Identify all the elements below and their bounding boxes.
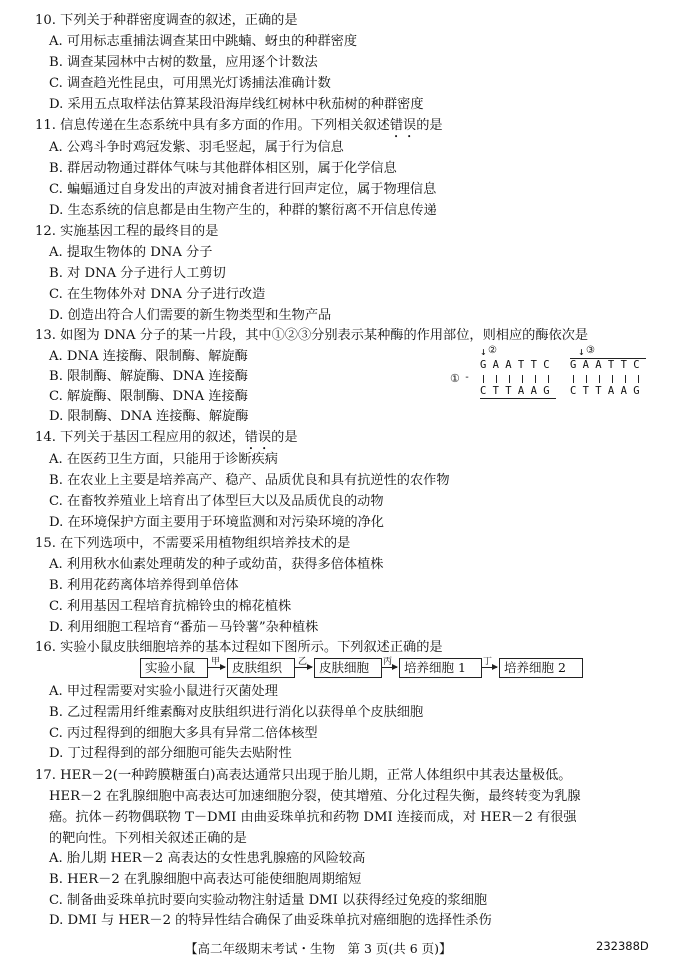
left-top-strand: G A A T T C	[480, 359, 550, 371]
footer-code: 232388D	[596, 939, 649, 953]
flow-arrow-2-label: 乙	[298, 657, 308, 667]
flow-arrow-2	[294, 667, 312, 668]
flow-arrow-3-label: 丙	[383, 657, 393, 667]
q15-option-b: B. 利用花药离体培养得到单倍体	[49, 578, 239, 593]
bond-tick	[612, 375, 613, 383]
site-1-dash: -	[464, 372, 471, 383]
q15-option-a: A. 利用秋水仙素处理萌发的种子或幼苗，获得多倍体植株	[49, 557, 384, 572]
bond-tick	[573, 375, 574, 383]
bond-tick	[483, 375, 484, 383]
q17-option-d: D. DMI 与 HER－2 的特异性结合确保了曲妥珠单抗对癌细胞的选择性杀伤	[49, 913, 492, 928]
q12-option-d: D. 创造出符合人们需要的新生物类型和生物产品	[49, 308, 332, 323]
q11-option-c: C. 蝙蝠通过自身发出的声波对捕食者进行回声定位，属于物理信息	[49, 182, 437, 197]
question-12-stem: 12. 实施基因工程的最终目的是	[35, 224, 219, 239]
q16-option-a: A. 甲过程需要对实验小鼠进行灭菌处理	[49, 684, 278, 699]
flow-box-tissue: 皮肤组织	[227, 658, 295, 678]
site-1-label: ①	[450, 372, 460, 385]
site-2-label: ②	[488, 345, 497, 356]
q17-option-a: A. 胎儿期 HER－2 高表达的女性患乳腺癌的风险较高	[49, 851, 366, 866]
bond-tick	[522, 375, 523, 383]
q10-option-c: C. 调查趋光性昆虫，可用黑光灯诱捕法准确计数	[49, 76, 331, 91]
bond-tick	[638, 375, 639, 383]
q11-option-b: B. 群居动物通过群体气味与其他群体相区别，属于化学信息	[49, 161, 397, 176]
site-2-arrow: ↓	[480, 345, 487, 358]
q15-option-d: D. 利用细胞工程培育“番茄－马铃薯”杂种植株	[49, 620, 319, 635]
flow-box-culture-1: 培养细胞 1	[399, 658, 482, 678]
q14-stem-end: 的是	[271, 430, 298, 445]
flow-arrow-4	[481, 667, 497, 668]
right-bottom-strand: C T T A A G	[570, 385, 640, 397]
question-17-stem-line-2: HER－2 在乳腺细胞中高表达可加速细胞分裂，使其增殖、分化过程失衡，最终转变为乳腺	[49, 789, 581, 804]
q12-option-c: C. 在生物体外对 DNA 分子进行改造	[49, 287, 266, 302]
q10-option-a: A. 可用标志重捕法调查某田中跳蝻、蚜虫的种群密度	[49, 34, 358, 49]
q14-option-a: A. 在医药卫生方面，只能用于诊断疾病	[49, 452, 278, 467]
question-14-stem	[35, 429, 665, 453]
q11-stem-emphasis: 错误	[389, 118, 417, 133]
bond-tick	[625, 375, 626, 383]
q10-option-b: B. 调查某园林中古树的数量，应用逐个计数法	[49, 55, 318, 70]
q17-option-b: B. HER－2 在乳腺细胞中高表达可能使细胞周期缩短	[49, 872, 362, 887]
dna-fragment-figure	[450, 345, 665, 405]
q13-option-b: B. 限制酶、解旋酶、DNA 连接酶	[49, 369, 248, 384]
q11-stem-text: 11. 信息传递在生态系统中具有多方面的作用。下列相关叙述	[35, 118, 390, 133]
left-bottom-strand: C T T A A G	[480, 385, 550, 397]
flow-arrow-4-label: 丁	[483, 657, 493, 667]
question-16-stem: 16. 实验小鼠皮肤细胞培养的基本过程如下图所示。下列叙述正确的是	[35, 640, 443, 655]
q14-stem-emphasis: 错误	[244, 430, 272, 445]
footer-title: 【高二年级期末考试・生物 第 3 页(共 6 页)】	[185, 941, 452, 956]
flow-box-skin-cell: 皮肤细胞	[314, 658, 382, 678]
flow-box-mouse: 实验小鼠	[140, 658, 208, 678]
bond-tick	[586, 375, 587, 383]
q12-option-b: B. 对 DNA 分子进行人工剪切	[49, 266, 226, 281]
question-17-stem-line-3: 癌。抗体－药物偶联物 T－DMI 由曲妥珠单抗和药物 DMI 连接而成，对 HER－2 有很强	[49, 810, 577, 825]
site-3-arrow: ↓	[578, 345, 585, 358]
flow-arrow-1	[207, 667, 225, 668]
right-top-overline	[570, 358, 646, 359]
flow-arrow-1-label: 甲	[211, 657, 221, 667]
question-10-stem: 10. 下列关于种群密度调查的叙述，正确的是	[35, 13, 298, 28]
q14-option-c: C. 在畜牧养殖业上培育出了体型巨大以及品质优良的动物	[49, 494, 384, 509]
q11-option-a: A. 公鸡斗争时鸡冠发紫、羽毛竖起，属于行为信息	[49, 140, 344, 155]
bond-tick	[599, 375, 600, 383]
q14-option-d: D. 在环境保护方面主要用于环境监测和对污染环境的净化	[49, 515, 384, 530]
question-13-stem: 13. 如图为 DNA 分子的某一片段，其中①②③分别表示某种酶的作用部位，则相应的酶依次是	[35, 328, 589, 343]
q14-stem-text: 14. 下列关于基因工程应用的叙述，	[35, 430, 245, 445]
q17-option-c: C. 制备曲妥珠单抗时要向实验动物注射适量 DMI 以获得经过免疫的浆细胞	[49, 893, 488, 908]
q15-option-c: C. 利用基因工程培育抗棉铃虫的棉花植株	[49, 599, 292, 614]
flow-box-culture-2: 培养细胞 2	[499, 658, 583, 678]
right-top-strand: G A A T T C	[570, 359, 640, 371]
q16-option-d: D. 丁过程得到的部分细胞可能失去贴附性	[49, 746, 292, 761]
bond-tick	[509, 375, 510, 383]
q11-option-d: D. 生态系统的信息都是由生物产生的，种群的繁衍离不开信息传递	[49, 203, 437, 218]
flow-arrow-3	[381, 667, 397, 668]
q16-option-c: C. 丙过程得到的细胞大多具有异常二倍体核型	[49, 726, 318, 741]
q16-option-b: B. 乙过程需用纤维素酶对皮肤组织进行消化以获得单个皮肤细胞	[49, 705, 424, 720]
q13-option-c: C. 解旋酶、限制酶、DNA 连接酶	[49, 389, 248, 404]
question-17-stem-line-1: 17. HER－2(一种跨膜糖蛋白)高表达通常只出现于胎儿期，正常人体组织中其表达量极低。	[35, 768, 572, 783]
site-3-label: ③	[586, 345, 595, 356]
q10-option-d: D. 采用五点取样法估算某段沿海岸线红树林中秋茄树的种群密度	[49, 97, 424, 112]
bond-tick	[548, 375, 549, 383]
q12-option-a: A. 提取生物体的 DNA 分子	[49, 245, 213, 260]
q13-option-d: D. 限制酶、DNA 连接酶、解旋酶	[49, 409, 249, 424]
bond-tick	[535, 375, 536, 383]
question-17-stem-line-4: 的靶向性。下列相关叙述正确的是	[49, 831, 247, 846]
left-bottom-underline	[480, 398, 556, 399]
q14-option-b: B. 在农业上主要是培养高产、稳产、品质优良和具有抗逆性的农作物	[49, 473, 450, 488]
q13-option-a: A. DNA 连接酶、限制酶、解旋酶	[49, 349, 248, 364]
question-15-stem: 15. 在下列选项中，不需要采用植物组织培养技术的是	[35, 536, 351, 551]
question-11-stem	[35, 117, 665, 141]
bond-tick	[496, 375, 497, 383]
q11-stem-end: 的是	[416, 118, 443, 133]
